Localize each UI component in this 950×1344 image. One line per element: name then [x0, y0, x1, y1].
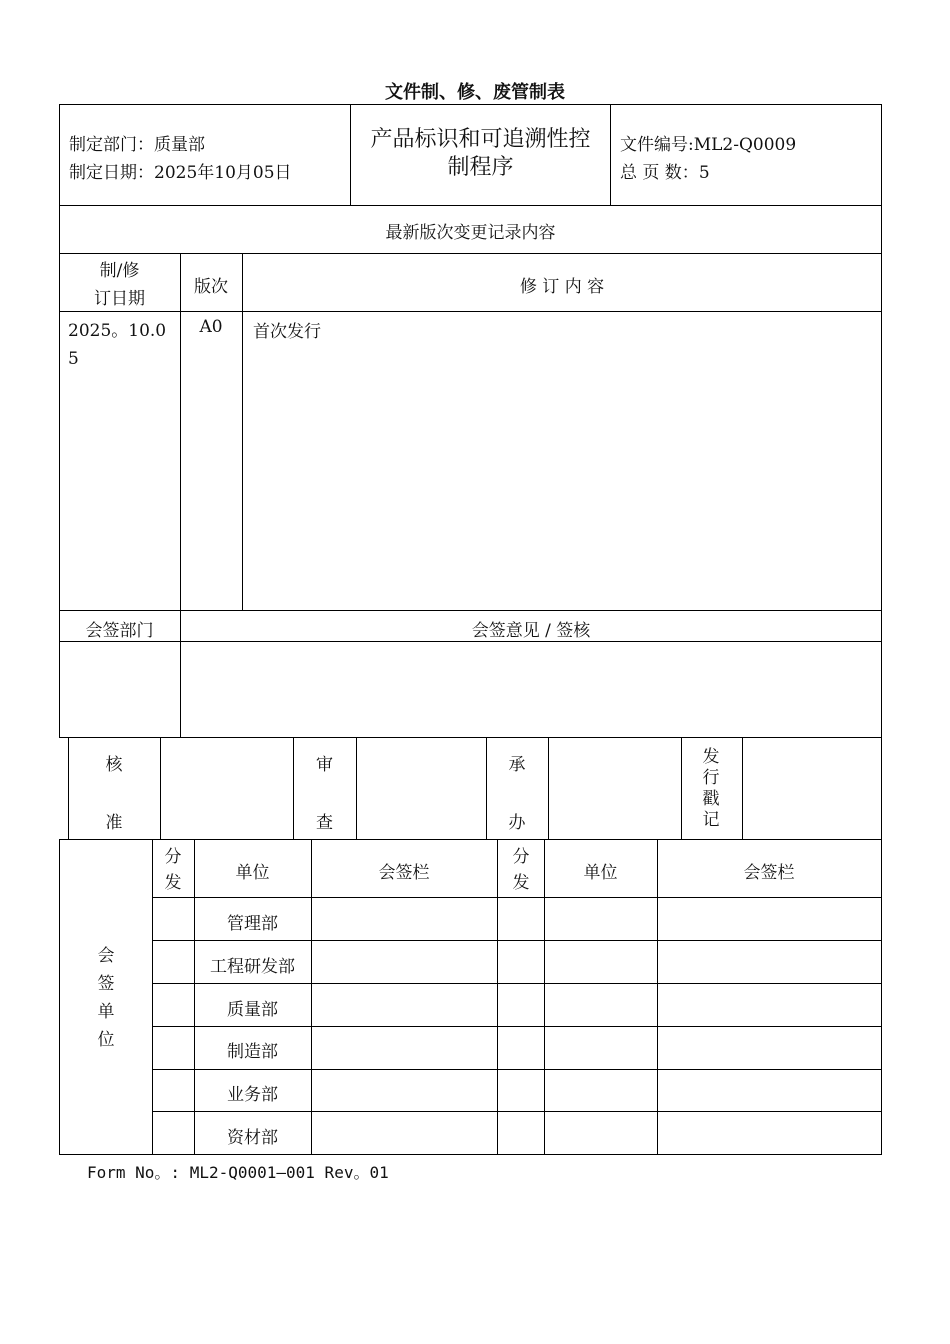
col-header-dist-right — [511, 844, 531, 896]
col-header-unit-left: 单位 — [235, 863, 270, 883]
form-title: 文件制、修、废管制表 — [385, 82, 565, 103]
form-number-footer: Form No。: ML2-Q0001—001 Rev。01 — [87, 1163, 389, 1182]
col-header-content: 修 订 内 容 — [519, 277, 605, 297]
issue-stamp-label — [701, 747, 721, 831]
change-row-date-line1: 2025。10.0 — [68, 321, 167, 341]
col-header-sign-left: 会签栏 — [378, 863, 430, 883]
side-label-char: 签 — [97, 974, 115, 994]
approve-label-1: 核 — [105, 755, 123, 775]
dist-char: 发 — [164, 873, 182, 893]
unit-manufacturing: 制造部 — [227, 1042, 278, 1062]
handle-label-2: 办 — [508, 813, 526, 833]
countersign-opinion-header: 会签意见 / 签核 — [471, 621, 591, 641]
page-count-field — [620, 158, 710, 183]
col-header-date-line1: 制/修 — [99, 261, 140, 281]
document-title-line1: 产品标识和可追溯性控 — [370, 127, 591, 152]
issue-stamp-char: 戳 — [702, 789, 720, 809]
issue-stamp-char: 行 — [702, 768, 720, 788]
handle-label-1: 承 — [508, 755, 526, 775]
change-row-date-line2: 5 — [68, 349, 79, 369]
unit-management: 管理部 — [227, 914, 278, 934]
col-header-date-line2: 订日期 — [94, 289, 145, 309]
col-header-dist-left — [163, 844, 183, 896]
unit-engineering-rd: 工程研发部 — [210, 957, 295, 977]
dept-field — [69, 130, 205, 155]
dept-value: 质量部 — [154, 135, 205, 155]
side-label-char: 单 — [97, 1002, 115, 1022]
unit-quality: 质量部 — [227, 1000, 278, 1020]
countersign-dept-header: 会签部门 — [85, 621, 154, 641]
unit-business: 业务部 — [227, 1085, 278, 1105]
document-title — [351, 126, 610, 182]
doc-number-field — [620, 130, 796, 155]
dist-char: 发 — [512, 873, 530, 893]
dept-label: 制定部门： — [69, 135, 154, 155]
doc-number-label: 文件编号: — [620, 135, 694, 155]
side-label-char: 会 — [97, 946, 115, 966]
change-row-content: 首次发行 — [253, 322, 321, 342]
issue-stamp-char: 记 — [702, 810, 720, 830]
issue-stamp-char: 发 — [702, 747, 720, 767]
col-header-unit-right: 单位 — [583, 863, 618, 883]
doc-number-value: ML2-Q0009 — [693, 135, 797, 155]
change-section-title: 最新版次变更记录内容 — [385, 223, 556, 243]
date-field — [69, 158, 292, 183]
date-label: 制定日期： — [69, 163, 154, 183]
change-row-date — [68, 317, 166, 373]
page-count-value: 5 — [698, 163, 710, 183]
review-label-2: 查 — [316, 813, 333, 833]
page-count-label: 总 页 数： — [620, 163, 699, 183]
unit-materials: 资材部 — [227, 1128, 278, 1148]
dist-char: 分 — [512, 847, 530, 867]
dist-char: 分 — [164, 847, 182, 867]
col-header-date — [59, 257, 180, 313]
side-label-char: 位 — [97, 1030, 115, 1050]
date-value: 2025年10月05日 — [154, 163, 292, 183]
approve-label-2: 准 — [105, 813, 123, 833]
col-header-version: 版次 — [194, 277, 228, 297]
col-header-sign-right: 会签栏 — [743, 863, 795, 883]
distribution-side-label — [96, 942, 116, 1054]
document-title-line2: 制程序 — [447, 155, 514, 180]
review-label-1: 审 — [316, 755, 333, 775]
change-row-version: A0 — [199, 317, 223, 337]
